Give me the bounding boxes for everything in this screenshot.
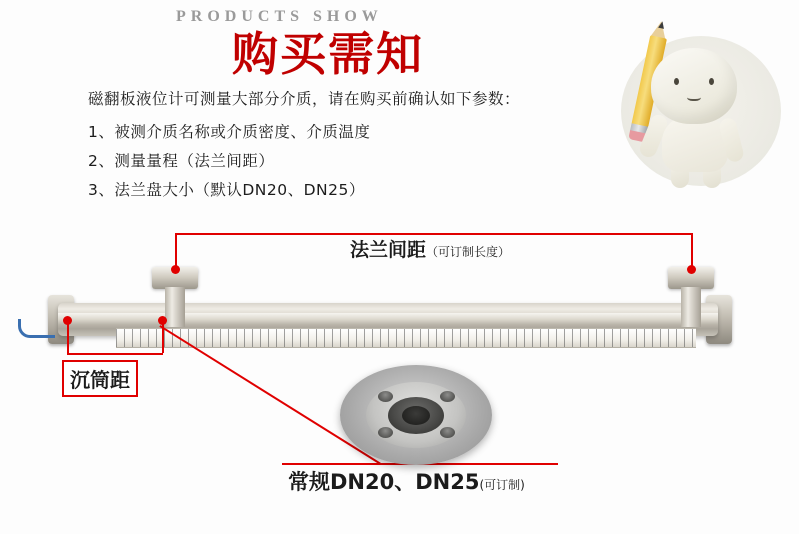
gauge-tube-highlight	[58, 313, 718, 325]
mascot-illustration	[599, 6, 789, 191]
measuring-scale	[116, 328, 696, 348]
label-flange-span-note: （可订制长度）	[426, 245, 511, 259]
page-title: 购买需知	[232, 27, 424, 81]
eyebrow-text: PRODUCTS SHOW	[176, 8, 383, 25]
flange-photo-bore	[402, 406, 430, 425]
mascot-eye-right	[709, 78, 714, 85]
mascot-body	[662, 116, 728, 172]
label-dn-size	[288, 466, 525, 496]
annotation-line-chamber-left	[67, 320, 69, 353]
requirements-list	[88, 118, 370, 205]
flange-bolt-hole	[378, 391, 393, 402]
intro-text: 磁翻板液位计可测量大部分介质，请在购买前确认如下参数：	[88, 90, 521, 108]
list-item: 1、被测介质名称或介质密度、介质温度	[88, 123, 371, 141]
label-chamber-distance: 沉筒距	[62, 360, 138, 397]
annotation-line-chamber-right	[162, 320, 164, 353]
list-item: 2、测量量程（法兰间距）	[88, 152, 275, 170]
annotation-line-chamber-span	[67, 353, 163, 355]
product-diagram	[0, 215, 799, 534]
label-dn-size-note: (可订制)	[479, 478, 525, 492]
mascot-head	[651, 48, 737, 124]
signal-cable	[18, 319, 55, 338]
scale-ticks	[116, 329, 696, 347]
flange-bolt-hole	[440, 427, 455, 438]
label-flange-span	[350, 235, 510, 262]
flange-bolt-hole	[440, 391, 455, 402]
mascot-eye-left	[674, 78, 679, 85]
annotation-line-flange-right	[691, 233, 693, 269]
flange-photo	[340, 365, 492, 465]
label-dn-size-text: 常规DN20、DN25	[288, 470, 480, 494]
mascot-mouth	[687, 92, 701, 101]
label-flange-span-text: 法兰间距	[350, 239, 427, 261]
flange-neck-left	[165, 287, 185, 327]
flange-neck-right	[681, 287, 701, 327]
annotation-line-flange-left	[175, 233, 177, 269]
flange-bolt-hole	[378, 427, 393, 438]
list-item: 3、法兰盘大小（默认DN20、DN25）	[88, 181, 365, 199]
